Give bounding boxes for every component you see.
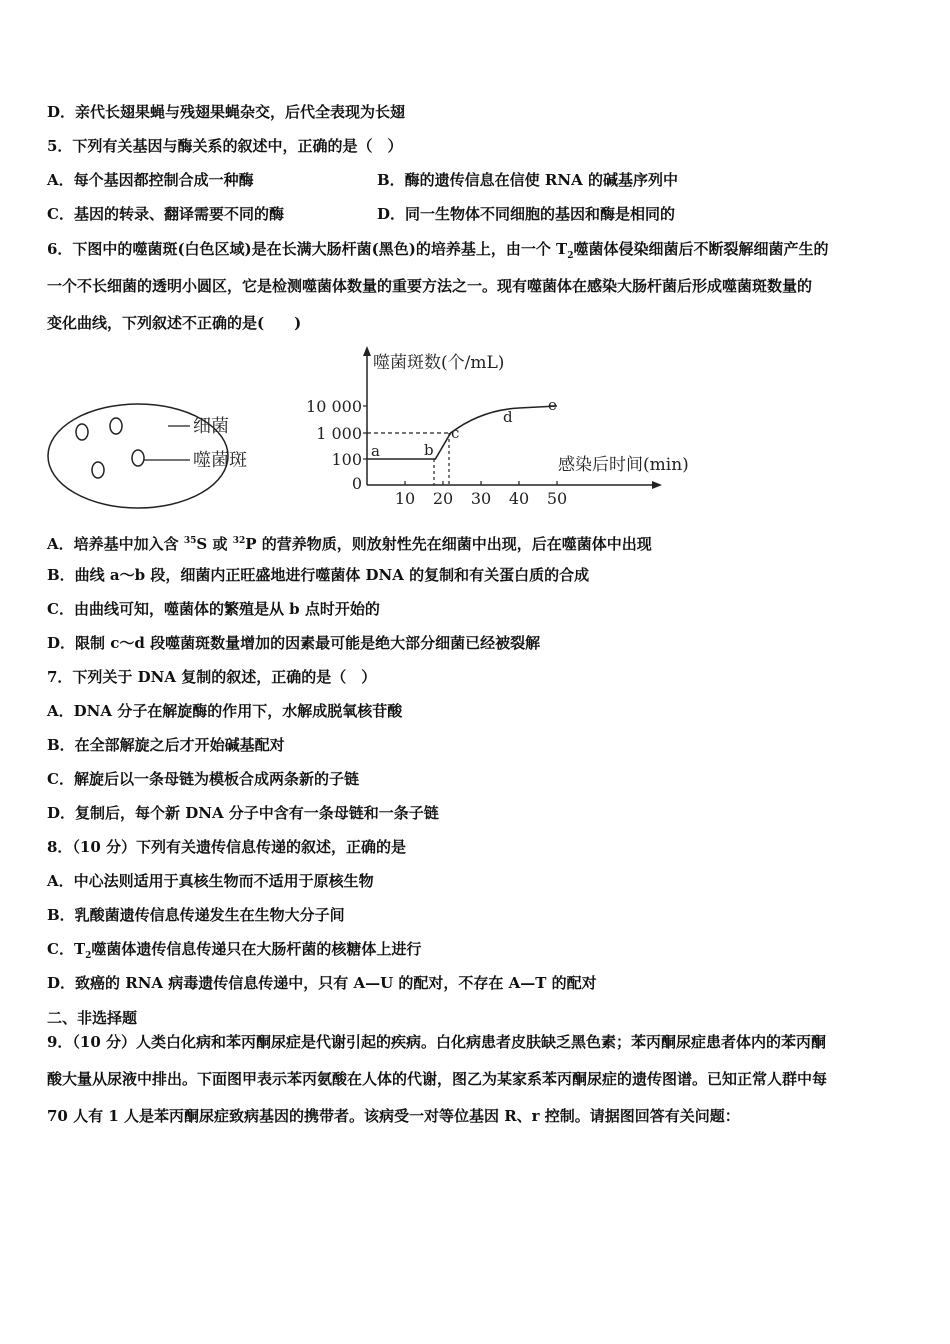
q8-option-c — [47, 939, 421, 966]
q8c-part2: 噬菌体遗传信息传递只在大肠杆菌的核糖体上进行 — [91, 940, 422, 958]
y-tick-10000: 10 000 — [306, 397, 362, 416]
q6-option-b: B．曲线 a～b 段，细菌内正旺盛地进行噬菌体 DNA 的复制和有关蛋白质的合成 — [47, 566, 590, 584]
q8-option-b: B．乳酸菌遗传信息传递发生在生物大分子间 — [47, 906, 345, 924]
q6a-sup1: 35 — [183, 536, 197, 546]
q5-stem — [47, 136, 402, 156]
q6-stem-part1: 6．下图中的噬菌斑(白色区域)是在长满大肠杆菌(黑色)的培养基上，由一个 T — [47, 240, 568, 258]
label-plaque: 噬菌斑 — [193, 450, 247, 471]
q6-option-d: D．限制 c～d 段噬菌斑数量增加的因素最可能是绝大部分细菌已经被裂解 — [47, 634, 541, 652]
plaque-2 — [110, 418, 122, 434]
x-tick-label-20: 20 — [432, 489, 454, 508]
q6-option-a — [47, 531, 652, 554]
q5-options-row1 — [47, 170, 907, 190]
y-tick-0: 0 — [351, 474, 362, 493]
x-axis-title: 感染后时间(min) — [558, 455, 689, 475]
q6-figure — [40, 344, 720, 520]
q8c-sub: 2 — [85, 951, 92, 961]
q8-stem: 8．（10 分）下列有关遗传信息传递的叙述，正确的是 — [47, 838, 407, 856]
q8-option-d: D．致癌的 RNA 病毒遗传信息传递中，只有 A—U 的配对，不存在 A—T 的配对 — [47, 974, 597, 992]
q8c-part1: C．T — [47, 940, 86, 958]
q9-stem-line1: 9．（10 分）人类白化病和苯丙酮尿症是代谢引起的疾病。白化病患者皮肤缺乏黑色素；苯丙酮尿症患者体内的苯丙酮 — [47, 1033, 827, 1051]
x-tick-label-10: 10 — [394, 489, 416, 508]
q5-option-d: D．同一生物体不同细胞的基因和酶是相同的 — [377, 205, 676, 223]
q6a-part3: P 的营养物质，则放射性先在细菌中出现，后在噬菌体中出现 — [245, 535, 652, 553]
section-2-heading: 二、非选择题 — [47, 1009, 138, 1027]
q6-stem-part2: 噬菌体侵染细菌后不断裂解细菌产生的 — [573, 240, 829, 258]
q5-options-row2 — [47, 204, 907, 224]
point-label-c: c — [451, 424, 460, 442]
q6a-part1: A．培养基中加入含 — [47, 535, 184, 553]
x-tick-label-50: 50 — [546, 489, 568, 508]
q6-stem-line3: 变化曲线，下列叙述不正确的是( ) — [47, 314, 302, 332]
point-label-a: a — [371, 442, 380, 460]
q7-option-b: B．在全部解旋之后才开始碱基配对 — [47, 736, 285, 754]
q6-stem-line1 — [47, 239, 829, 266]
q8-option-a: A．中心法则适用于真核生物而不适用于原核生物 — [47, 872, 374, 890]
q9-stem-line2: 酸大量从尿液中排出。下面图甲表示苯丙氨酸在人体的代谢，图乙为某家系苯丙酮尿症的遗传图谱。已知正常人群中每 — [47, 1070, 828, 1088]
x-tick-label-30: 30 — [470, 489, 492, 508]
q6-figure-svg — [40, 344, 720, 520]
point-label-e: e — [548, 396, 557, 414]
point-label-b: b — [424, 441, 434, 459]
plaque-4 — [132, 450, 144, 466]
y-axis-arrow — [363, 346, 371, 356]
label-bacteria: 细菌 — [193, 416, 229, 437]
q7-option-a: A．DNA 分子在解旋酶的作用下，水解成脱氧核苷酸 — [47, 702, 403, 720]
q7-stem: 7．下列关于 DNA 复制的叙述，正确的是（ ） — [47, 668, 377, 686]
y-tick-100: 100 — [331, 450, 362, 469]
plaque-3 — [92, 462, 104, 478]
q6-option-c: C．由曲线可知，噬菌体的繁殖是从 b 点时开始的 — [47, 600, 380, 618]
plaque-1 — [76, 424, 88, 440]
q6-stem-line2: 一个不长细菌的透明小圆区，它是检测噬菌体数量的重要方法之一。现有噬菌体在感染大肠杆菌后形成噬菌斑数量的 — [47, 277, 813, 295]
q7-option-d: D．复制后，每个新 DNA 分子中含有一条母链和一条子链 — [47, 804, 439, 822]
q5-stem-text: 5．下列有关基因与酶关系的叙述中，正确的是（ ） — [47, 137, 403, 155]
q6-stem-sub: 2 — [567, 251, 574, 261]
q9-stem-line3: 70 人有 1 人是苯丙酮尿症致病基因的携带者。该病受一对等位基因 R、r 控制。请据图回答有关问题： — [47, 1107, 740, 1125]
q6a-part2: S 或 — [196, 535, 233, 553]
q5-option-a: A．每个基因都控制合成一种酶 — [47, 171, 254, 189]
x-tick-label-40: 40 — [508, 489, 530, 508]
q4-option-d: D．亲代长翅果蝇与残翅果蝇杂交，后代全表现为长翅 — [47, 103, 406, 121]
q5-option-c: C．基因的转录、翻译需要不同的酶 — [47, 205, 284, 223]
x-axis-arrow — [652, 481, 662, 489]
q6a-sup2: 32 — [232, 536, 246, 546]
q5-option-b: B．酶的遗传信息在信使 RNA 的碱基序列中 — [377, 171, 678, 189]
y-tick-1000: 1 000 — [316, 424, 362, 443]
point-label-d: d — [503, 408, 513, 426]
q7-option-c: C．解旋后以一条母链为模板合成两条新的子链 — [47, 770, 359, 788]
y-axis-title: 噬菌斑数(个/mL) — [373, 353, 505, 373]
